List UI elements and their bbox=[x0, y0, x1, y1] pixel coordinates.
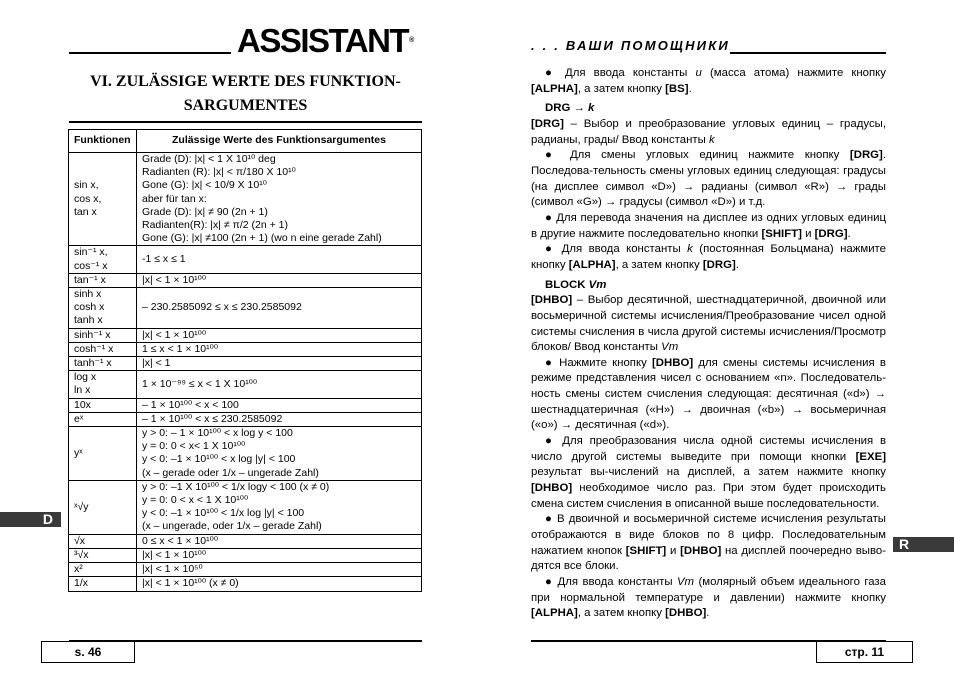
value-line: |x| < 1 × 10¹⁰⁰ (x ≠ 0) bbox=[142, 577, 239, 590]
paragraph: ● Для перевода значения на дисплее из одних угловых единиц в другие нажмите последовательно кнопки [SHIFT] и [DRG]. bbox=[531, 211, 886, 240]
function-line: yˣ bbox=[74, 446, 83, 459]
function-line: 1/x bbox=[74, 577, 89, 590]
function-cell bbox=[69, 398, 137, 412]
paragraph: ● Для ввода константы k (постоянная Больцмана) нажмите кнопку [ALPHA], а затем кнопку [DRG]. bbox=[531, 243, 886, 271]
table-row bbox=[69, 480, 422, 534]
table-row bbox=[69, 273, 422, 287]
paragraph: ● В двоичной и восьмеричной системе исчисления результаты отображаются в виде блоков по 8 цифр. Последовательным нажатием кнопок [SHIFT] и [DHBO] на дисплей поочередно выво-дятся все блоки. bbox=[531, 513, 887, 573]
value-line: – 1 × 10¹⁰⁰ < x ≤ 230.2585092 bbox=[142, 412, 283, 425]
value-line: aber für tan x: bbox=[142, 192, 207, 205]
value-line: – 1 × 10¹⁰⁰ < x < 100 bbox=[142, 398, 239, 411]
subsection-heading: DRG → k bbox=[545, 102, 595, 115]
function-line: ˣ√y bbox=[74, 500, 89, 513]
function-line: ³√x bbox=[74, 548, 89, 561]
table-row bbox=[69, 412, 422, 426]
value-line: 1 × 10⁻⁹⁹ ≤ x < 1 X 10¹⁰⁰ bbox=[142, 377, 258, 390]
function-cell bbox=[69, 563, 137, 577]
function-line: sinh x bbox=[74, 288, 102, 301]
function-line: cos⁻¹ x bbox=[74, 259, 108, 272]
value-line: -1 ≤ x ≤ 1 bbox=[142, 253, 186, 266]
function-cell bbox=[69, 246, 137, 273]
value-line: y = 0: 0 < x < 1 X 10¹⁰⁰ bbox=[142, 494, 249, 507]
brand-logo: ASSISTANT® bbox=[237, 22, 415, 59]
value-cell bbox=[137, 273, 422, 287]
value-line: Radianten (R): |x| < π/180 X 10¹⁰ bbox=[142, 166, 296, 179]
paragraph: ● Для смены угловых единиц нажмите кнопку [DRG]. Последова-тельность смены угловых единиц следующая: градусы (на дисплее символ «D») → радианы (символ «R») → грады (символ «G») → градусы (символ «D») и т.д. bbox=[531, 149, 886, 209]
value-line: Gone (G): |x| ≠100 (2n + 1) (wo n eine gerade Zahl) bbox=[142, 232, 382, 245]
function-cell bbox=[69, 328, 137, 342]
function-cell bbox=[69, 357, 137, 371]
value-line: Grade (D): |x| < 1 X 10¹⁰ deg bbox=[142, 153, 276, 165]
value-cell bbox=[137, 342, 422, 356]
language-tab-letter: R bbox=[899, 536, 910, 552]
function-line: sinh⁻¹ x bbox=[74, 328, 111, 341]
table-header-row bbox=[69, 130, 422, 153]
value-line: |x| < 1 × 10¹⁰⁰ bbox=[142, 548, 207, 561]
value-cell bbox=[137, 412, 422, 426]
function-line: ln x bbox=[74, 384, 91, 397]
value-line: 1 ≤ x < 1 × 10¹⁰⁰ bbox=[142, 342, 219, 355]
value-cell bbox=[137, 534, 422, 548]
function-cell bbox=[69, 412, 137, 426]
value-line: Radianten(R): |x| ≠ π/2 (2n + 1) bbox=[142, 219, 288, 232]
value-cell bbox=[137, 357, 422, 371]
function-line: cosh x bbox=[74, 301, 105, 314]
table-header-functions: Funktionen bbox=[69, 130, 137, 153]
table-row bbox=[69, 577, 422, 591]
paragraph: ● Нажмите кнопку [DHBO] для смены системы исчисления в режиме представления чисел с основанием «n». Последователь-ность смены систем счисления следующая: десятичная («d») → шестнадцатеричная («H») → двоичная («b») → восьмеричная («o») → десятичная («d»). bbox=[531, 356, 886, 432]
header-rule-right bbox=[730, 52, 886, 54]
subsection-heading: BLOCK Vm bbox=[545, 278, 607, 291]
title-rule bbox=[69, 121, 422, 123]
value-line: y > 0: –1 X 10¹⁰⁰ < 1/x logy < 100 (x ≠ 0) bbox=[142, 480, 330, 493]
value-cell bbox=[137, 371, 422, 398]
function-line: √x bbox=[74, 534, 86, 547]
right-page-header: . . . ВАШИ ПОМОЩНИКИ bbox=[531, 38, 730, 53]
paragraph: [DHBO] – Выбор десятичной, шестнадцатеричной, двоичной или восьмеричной системы исчисления/Преобразование чисел одной системы счисления в числа другой системы исчисления/Просмотр блоков/ Ввод константы Vm bbox=[531, 294, 886, 354]
value-line: y < 0: –1 × 10¹⁰⁰ < 1/x log |y| < 100 bbox=[142, 507, 305, 520]
table-row bbox=[69, 153, 422, 246]
value-line: |x| < 1 × 10¹⁰⁰ bbox=[142, 273, 207, 286]
value-cell bbox=[137, 427, 422, 481]
function-cell bbox=[69, 273, 137, 287]
paragraph: ● Для преобразования числа одной системы исчисления в число другой системы выведите при помощи кнопки [EXE] результат вы-числений на дисплей, а затем нажмите кнопку [DHBO] необходимое число раз. При этом будет происходить смена систем счисления в описанной выше последовательности. bbox=[531, 435, 886, 510]
value-line: – 230.2585092 ≤ x ≤ 230.2585092 bbox=[142, 301, 302, 314]
language-tab-r bbox=[893, 537, 954, 552]
table-row bbox=[69, 342, 422, 356]
function-cell bbox=[69, 480, 137, 534]
value-line: (x – ungerade, oder 1/x – gerade Zahl) bbox=[142, 520, 322, 533]
function-line: tan x bbox=[74, 205, 97, 218]
function-cell bbox=[69, 534, 137, 548]
table-row bbox=[69, 288, 422, 329]
language-tab-d bbox=[0, 512, 61, 527]
header-rule-left bbox=[69, 52, 231, 54]
value-line: |x| < 1 × 10⁵⁰ bbox=[142, 563, 203, 576]
table-row bbox=[69, 534, 422, 548]
value-line: Grade (D): |x| ≠ 90 (2n + 1) bbox=[142, 205, 268, 218]
table-row bbox=[69, 548, 422, 562]
value-cell bbox=[137, 153, 422, 246]
paragraph: ● Для ввода константы u (масса атома) нажмите кнопку [ALPHA], а затем кнопку [BS]. bbox=[531, 67, 886, 95]
table-row bbox=[69, 563, 422, 577]
value-cell bbox=[137, 563, 422, 577]
function-cell bbox=[69, 548, 137, 562]
value-line: 0 ≤ x < 1 × 10¹⁰⁰ bbox=[142, 534, 219, 547]
section-title: VI. ZULÄSSIGE WERTE DES FUNKTION-SARGUMENTES bbox=[90, 73, 401, 114]
function-cell bbox=[69, 577, 137, 591]
function-cell bbox=[69, 371, 137, 398]
value-cell bbox=[137, 398, 422, 412]
language-tab-letter: D bbox=[42, 511, 53, 527]
value-cell bbox=[137, 548, 422, 562]
table-row bbox=[69, 398, 422, 412]
value-cell bbox=[137, 480, 422, 534]
function-line: sin x, bbox=[74, 179, 99, 192]
table-row bbox=[69, 328, 422, 342]
function-argument-table bbox=[68, 129, 422, 592]
value-line: |x| < 1 × 10¹⁰⁰ bbox=[142, 328, 207, 341]
function-line: tan⁻¹ x bbox=[74, 273, 106, 286]
page-number-left: s. 46 bbox=[41, 641, 135, 663]
page-number-right: стр. 11 bbox=[816, 641, 913, 663]
table-row bbox=[69, 246, 422, 273]
value-line: y = 0: 0 < x< 1 X 10¹⁰⁰ bbox=[142, 440, 246, 453]
function-line: tanh x bbox=[74, 314, 103, 327]
function-cell bbox=[69, 342, 137, 356]
function-cell bbox=[69, 153, 137, 246]
value-line: y < 0: –1 × 10¹⁰⁰ < x log |y| < 100 bbox=[142, 453, 296, 466]
value-line: |x| < 1 bbox=[142, 357, 171, 370]
function-line: eˣ bbox=[74, 412, 84, 425]
table-row bbox=[69, 371, 422, 398]
function-cell bbox=[69, 427, 137, 481]
value-cell bbox=[137, 246, 422, 273]
function-line: cosh⁻¹ x bbox=[74, 342, 114, 355]
table-row bbox=[69, 427, 422, 481]
paragraph: [DRG] – Выбор и преобразование угловых единиц – градусы, радианы, грады/ Ввод константы k bbox=[531, 117, 886, 146]
value-line: Gone (G): |x| < 10/9 X 10¹⁰ bbox=[142, 179, 267, 192]
function-line: sin⁻¹ x, bbox=[74, 246, 108, 259]
function-cell bbox=[69, 288, 137, 329]
value-cell bbox=[137, 288, 422, 329]
paragraph: ● Для ввода константы Vm (молярный объем идеального газа при нормальной температуре и давлении) нажмите кнопку [ALPHA], а затем кнопку [DHBO]. bbox=[531, 576, 886, 620]
table-header-values: Zulässige Werte des Funktionsargumentes bbox=[137, 130, 422, 153]
function-line: 10x bbox=[74, 398, 91, 411]
function-line: tanh⁻¹ x bbox=[74, 357, 112, 370]
function-line: x² bbox=[74, 563, 83, 576]
function-line: log x bbox=[74, 371, 97, 384]
function-line: cos x, bbox=[74, 192, 102, 205]
table-row bbox=[69, 357, 422, 371]
right-page-body bbox=[531, 66, 886, 622]
value-line: (x – gerade oder 1/x – ungerade Zahl) bbox=[142, 466, 319, 479]
value-cell bbox=[137, 577, 422, 591]
value-cell bbox=[137, 328, 422, 342]
value-line: y > 0: – 1 × 10¹⁰⁰ < x log y < 100 bbox=[142, 427, 293, 440]
